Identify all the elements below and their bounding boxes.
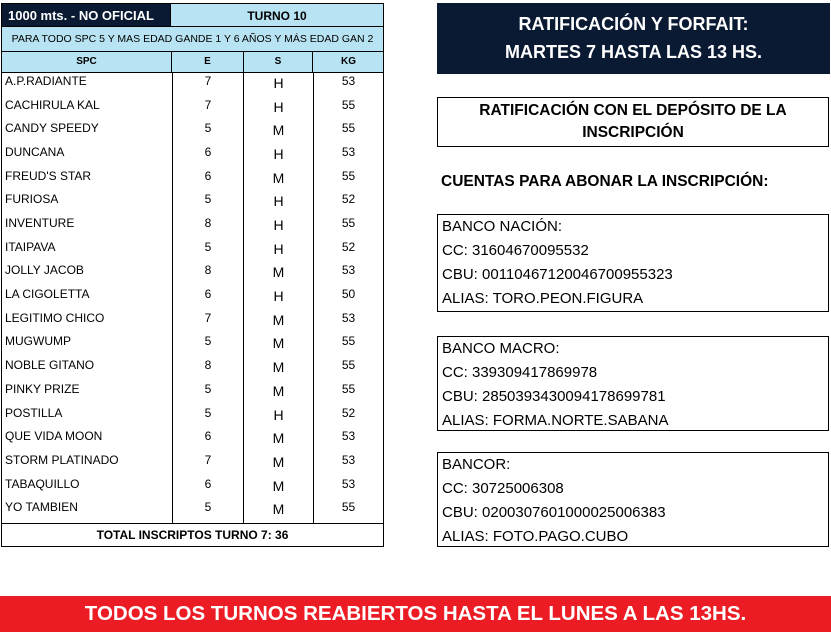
table-row <box>2 333 383 357</box>
bank-alias: ALIAS: FOTO.PAGO.CUBO <box>442 528 629 545</box>
horse-name: TABAQUILLO <box>5 476 80 491</box>
horse-name: NOBLE GITANO <box>5 358 95 373</box>
horse-sex: M <box>272 382 285 399</box>
column-header-s: S <box>244 52 313 72</box>
ratification-title: RATIFICACIÓN Y FORFAIT: <box>518 14 749 34</box>
horse-name: POSTILLA <box>5 405 63 420</box>
table-row <box>2 381 383 405</box>
table-row <box>2 476 383 500</box>
horse-name: STORM PLATINADO <box>5 452 119 467</box>
horse-weight: 55 <box>313 97 383 121</box>
bank-cc: CC: 30725006308 <box>442 480 564 497</box>
horse-sex: M <box>272 359 285 376</box>
horse-sex: M <box>272 264 285 281</box>
horse-age: 7 <box>172 452 244 476</box>
horse-weight: 55 <box>313 499 383 523</box>
horse-sex: H <box>273 75 284 91</box>
horse-sex: H <box>273 240 284 257</box>
bank-name: BANCO NACIÓN: <box>442 218 563 235</box>
horse-weight: 53 <box>313 262 383 286</box>
horse-weight: 52 <box>313 191 383 215</box>
horse-age: 6 <box>172 144 244 168</box>
table-row <box>2 191 383 215</box>
horse-age: 8 <box>172 262 244 286</box>
footer-banner: TODOS LOS TURNOS REABIERTOS HASTA EL LUNES A LAS 13HS. <box>0 596 831 632</box>
horse-name: PINKY PRIZE <box>5 381 80 396</box>
deposit-note <box>437 97 829 147</box>
horse-age: 5 <box>172 120 244 144</box>
horse-name: A.P.RADIANTE <box>5 74 87 88</box>
table-row <box>2 120 383 144</box>
table-row <box>2 452 383 476</box>
horse-weight: 55 <box>313 381 383 405</box>
bank-box-bancor <box>437 452 829 547</box>
horse-weight: 53 <box>313 310 383 334</box>
horse-age: 7 <box>172 73 244 97</box>
horse-weight: 55 <box>313 168 383 192</box>
horse-sex: H <box>273 98 284 115</box>
turno-label: TURNO 10 <box>171 3 384 27</box>
horse-name: FURIOSA <box>5 192 59 207</box>
horse-name: LEGITIMO CHICO <box>5 310 105 325</box>
horse-name: DUNCANA <box>5 145 65 160</box>
horse-sex: M <box>272 311 285 328</box>
bank-cbu: CBU: 0200307601000025006383 <box>442 504 666 521</box>
horse-age: 5 <box>172 381 244 405</box>
horse-name: CACHIRULA KAL <box>5 97 100 112</box>
table-row <box>2 97 383 121</box>
table-row <box>2 405 383 429</box>
horse-name: YO TAMBIEN <box>5 500 78 515</box>
horse-name: INVENTURE <box>5 216 75 231</box>
horse-weight: 55 <box>313 333 383 357</box>
bank-name: BANCOR: <box>442 456 511 473</box>
horse-age: 6 <box>172 476 244 500</box>
horse-age: 7 <box>172 97 244 121</box>
table-row <box>2 168 383 192</box>
horse-age: 6 <box>172 286 244 310</box>
horse-age: 8 <box>172 215 244 239</box>
bank-name: BANCO MACRO: <box>442 340 560 357</box>
table-row <box>2 73 383 97</box>
horse-age: 6 <box>172 428 244 452</box>
horse-sex: H <box>273 146 284 163</box>
ratification-deadline: MARTES 7 HASTA LAS 13 HS. <box>504 42 763 62</box>
horse-name: LA CIGOLETTA <box>5 287 90 302</box>
horse-sex: H <box>273 288 284 305</box>
horse-age: 5 <box>172 405 244 429</box>
horse-age: 8 <box>172 357 244 381</box>
table-row <box>2 215 383 239</box>
table-row <box>2 357 383 381</box>
horse-weight: 52 <box>313 405 383 429</box>
column-header-kg: KG <box>341 56 356 67</box>
horse-sex: M <box>272 501 285 518</box>
horse-name: MUGWUMP <box>5 334 71 349</box>
horse-age: 5 <box>172 333 244 357</box>
entries-table <box>1 73 384 523</box>
horse-weight: 53 <box>313 452 383 476</box>
ratification-banner <box>437 3 830 74</box>
bank-alias: ALIAS: FORMA.NORTE.SABANA <box>442 412 669 429</box>
horse-sex: H <box>273 406 284 423</box>
bank-alias: ALIAS: TORO.PEON.FIGURA <box>442 290 644 307</box>
table-row <box>2 428 383 452</box>
horse-sex: M <box>272 335 285 352</box>
table-row <box>2 499 383 523</box>
horse-age: 6 <box>172 168 244 192</box>
bank-cbu: CBU: 0011046712004670095532​3 <box>442 266 673 283</box>
table-row <box>2 310 383 334</box>
column-header-e: E <box>172 52 244 72</box>
horse-age: 5 <box>172 191 244 215</box>
bank-box-macro <box>437 336 829 431</box>
deposit-note-line2: INSCRIPCIÓN <box>582 124 684 141</box>
table-row <box>2 144 383 168</box>
horse-age: 5 <box>172 239 244 263</box>
horse-sex: H <box>273 217 284 234</box>
horse-name: ITAIPAVA <box>5 239 56 254</box>
table-row <box>2 239 383 263</box>
horse-weight: 50 <box>313 286 383 310</box>
horse-sex: H <box>273 193 284 210</box>
horse-weight: 52 <box>313 239 383 263</box>
horse-sex: M <box>272 477 285 494</box>
horse-sex: M <box>272 453 285 470</box>
bank-cc: CC: 339309417869978 <box>442 364 598 381</box>
horse-sex: M <box>272 169 285 186</box>
bank-box-nacion <box>437 214 829 312</box>
horse-name: FREUD'S STAR <box>5 168 92 183</box>
column-header-spc: SPC <box>2 52 172 72</box>
distance-label: 1000 mts. - NO OFICIAL <box>1 3 171 27</box>
horse-weight: 55 <box>313 357 383 381</box>
horse-age: 7 <box>172 310 244 334</box>
horse-weight: 53 <box>313 144 383 168</box>
horse-sex: M <box>272 430 285 447</box>
race-condition: PARA TODO SPC 5 Y MAS EDAD GANDE 1 Y 6 AÑOS Y MÁS EDAD GAN 2 <box>1 27 384 52</box>
horse-name: CANDY SPEEDY <box>5 121 99 136</box>
horse-name: JOLLY JACOB <box>5 263 84 278</box>
column-headers <box>1 52 384 73</box>
horse-sex: M <box>272 122 285 139</box>
deposit-note-line1: RATIFICACIÓN CON EL DEPÓSITO DE LA <box>479 102 787 119</box>
table-row <box>2 262 383 286</box>
accounts-heading: CUENTAS PARA ABONAR LA INSCRIPCIÓN: <box>441 173 769 190</box>
horse-weight: 53 <box>313 428 383 452</box>
bank-cc: CC: 31604670095532 <box>442 242 589 259</box>
total-inscriptos: TOTAL INSCRIPTOS TURNO 7: 36 <box>1 523 384 547</box>
horse-weight: 55 <box>313 215 383 239</box>
bank-cbu: CBU: 2850393430094178699781 <box>442 388 666 405</box>
horse-weight: 53 <box>313 73 383 97</box>
horse-weight: 55 <box>313 120 383 144</box>
table-row <box>2 286 383 310</box>
horse-name: QUE VIDA MOON <box>5 429 103 444</box>
horse-weight: 53 <box>313 476 383 500</box>
horse-age: 5 <box>172 499 244 523</box>
